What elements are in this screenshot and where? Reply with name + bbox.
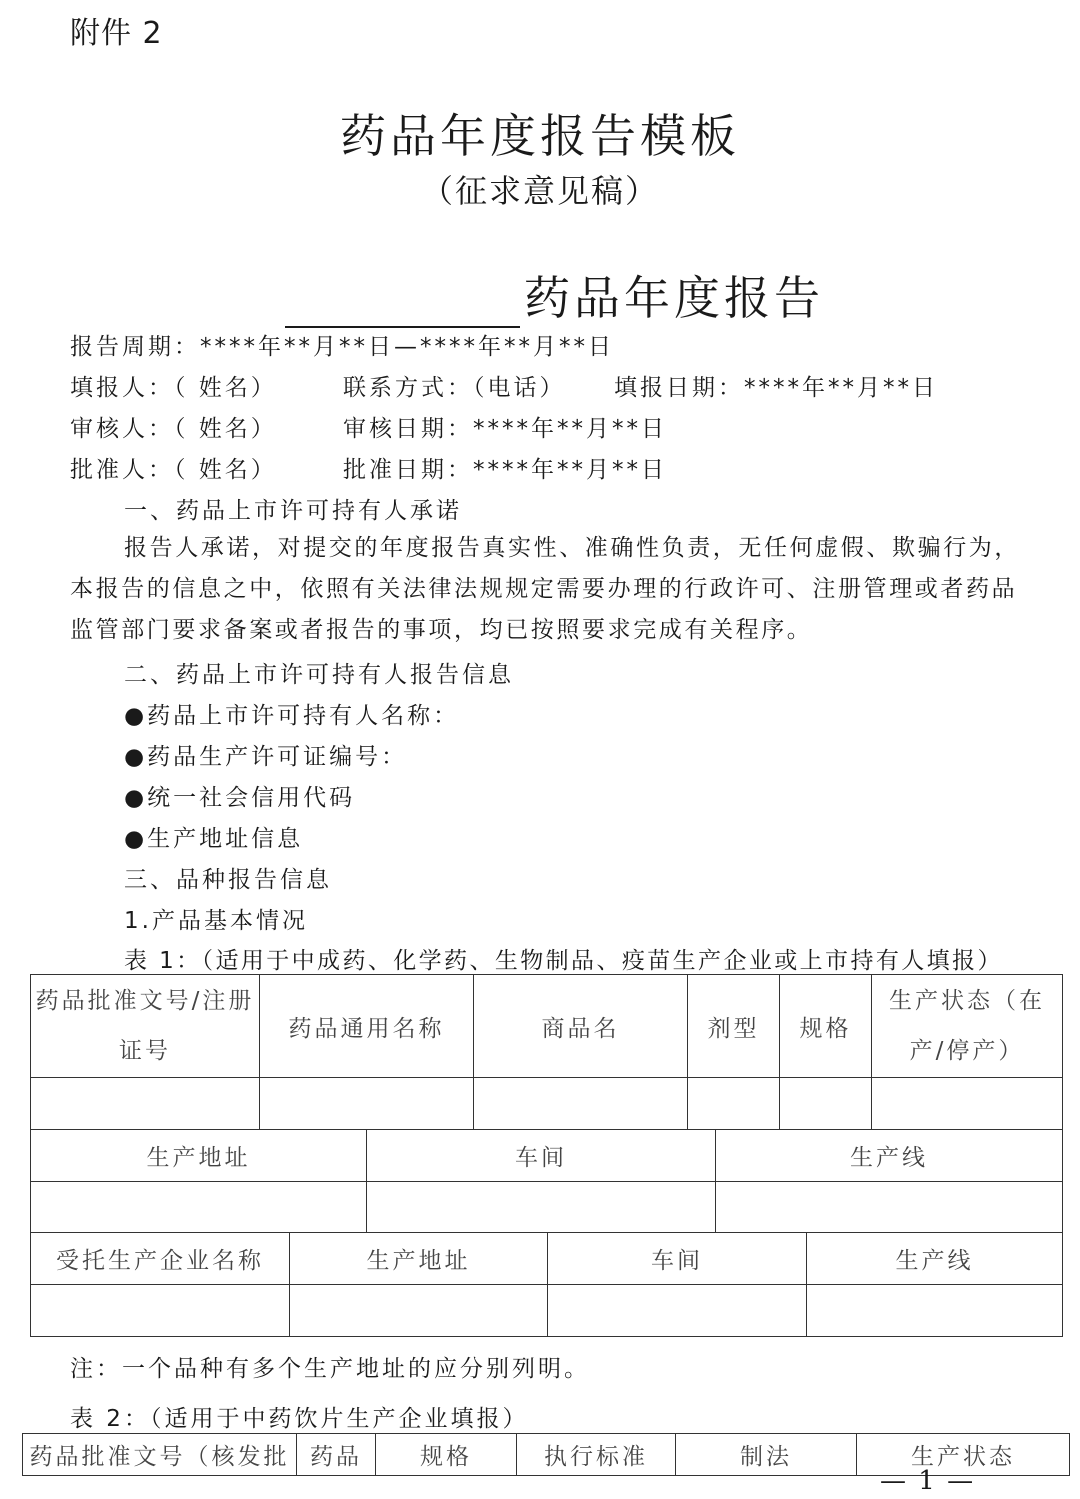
report-name-blank: [285, 276, 520, 328]
table-1-cell[interactable]: [780, 1078, 872, 1130]
table-1-header-spec: 规格: [780, 975, 872, 1078]
table-1-cell[interactable]: [474, 1078, 688, 1130]
commitment-text: 报告人承诺，对提交的年度报告真实性、准确性负责，无任何虚假、欺骗行为，本报告的信息之中，依照有关法律法规规定需要办理的行政许可、注册管理或者药品监管部门要求备案或者报告的事项，均已按照要求完成有关程序。: [70, 535, 1020, 643]
table-1-note: 注：一个品种有多个生产地址的应分别列明。: [70, 1356, 590, 1382]
table-1-header-contract-workshop: 车间: [548, 1233, 807, 1285]
approve-date: 批准日期：****年**月**日: [343, 457, 667, 483]
table-1-cell[interactable]: [260, 1078, 474, 1130]
reviewer: 审核人：（ 姓名）: [70, 416, 277, 442]
table-1-header-line: 生产线: [716, 1130, 1063, 1182]
commitment-paragraph: [70, 528, 1030, 651]
table-1-cell[interactable]: [290, 1285, 548, 1337]
document-subtitle: （征求意见稿）: [420, 172, 659, 210]
bullet-holder-name: ●药品上市许可持有人名称：: [124, 703, 460, 729]
approver: 批准人：（ 姓名）: [70, 457, 277, 483]
fill-date: 填报日期：****年**月**日: [614, 375, 938, 401]
table-1-header-contract-address: 生产地址: [290, 1233, 548, 1285]
table-1-cell[interactable]: [688, 1078, 780, 1130]
bullet-credit-code: ●统一社会信用代码: [124, 785, 356, 811]
section-2-heading: 二、药品上市许可持有人报告信息: [124, 662, 514, 688]
table-1-address-info: [30, 1129, 1063, 1233]
table-2-header-drug: 药品: [297, 1434, 376, 1476]
table-1-header-contract-line: 生产线: [807, 1233, 1063, 1285]
table-1-product-info: [30, 974, 1063, 1130]
section-1-heading: 一、药品上市许可持有人承诺: [124, 498, 462, 524]
table-2-header-approval-no: 药品批准文号（核发批: [23, 1434, 297, 1476]
table-1-cell[interactable]: [367, 1182, 716, 1233]
table-1-header-trade-name: 商品名: [474, 975, 688, 1078]
table-2-header-method: 制法: [676, 1434, 857, 1476]
table-1-header-generic-name: 药品通用名称: [260, 975, 474, 1078]
review-date: 审核日期：****年**月**日: [343, 416, 667, 442]
table-1-cell[interactable]: [807, 1285, 1063, 1337]
table-2-header-standard: 执行标准: [517, 1434, 676, 1476]
table-1-header-workshop: 车间: [367, 1130, 716, 1182]
report-heading-text: 药品年度报告: [524, 271, 824, 325]
page-number: — 1 —: [880, 1466, 976, 1496]
table-1-cell[interactable]: [31, 1078, 260, 1130]
bullet-license-number: ●药品生产许可证编号：: [124, 744, 408, 770]
table-1-cell[interactable]: [716, 1182, 1063, 1233]
bullet-address: ●生产地址信息: [124, 826, 304, 852]
table-1-header-address: 生产地址: [31, 1130, 367, 1182]
table-1-header-contractor: 受托生产企业名称: [31, 1233, 290, 1285]
table-1-cell[interactable]: [872, 1078, 1063, 1130]
section-3-heading: 三、品种报告信息: [124, 867, 332, 893]
table-1-contract-info: [30, 1232, 1063, 1337]
table-2-caption: 表 2：（适用于中药饮片生产企业填报）: [70, 1406, 529, 1432]
table-1-cell[interactable]: [31, 1182, 367, 1233]
document-title: 药品年度报告模板: [340, 109, 740, 163]
table-2-header-spec: 规格: [376, 1434, 517, 1476]
table-2-header-status: 生产状态: [857, 1434, 1070, 1476]
table-1-cell[interactable]: [31, 1285, 290, 1337]
report-heading: [285, 262, 824, 328]
report-period: 报告周期：****年**月**日—****年**月**日: [70, 334, 614, 360]
table-1-header-dosage-form: 剂型: [688, 975, 780, 1078]
table-1-header-status: 生产状态（在产/停产）: [872, 975, 1063, 1078]
subsection-1-heading: 1.产品基本情况: [124, 908, 308, 934]
filler: 填报人：（ 姓名）: [70, 375, 277, 401]
table-1-cell[interactable]: [548, 1285, 807, 1337]
table-1-caption: 表 1：（适用于中成药、化学药、生物制品、疫苗生产企业或上市持有人填报）: [124, 948, 1003, 974]
table-1-header-approval-no: 药品批准文号/注册证号: [31, 975, 260, 1078]
contact: 联系方式：（电话）: [343, 375, 566, 401]
attachment-label: 附件 2: [70, 16, 163, 51]
